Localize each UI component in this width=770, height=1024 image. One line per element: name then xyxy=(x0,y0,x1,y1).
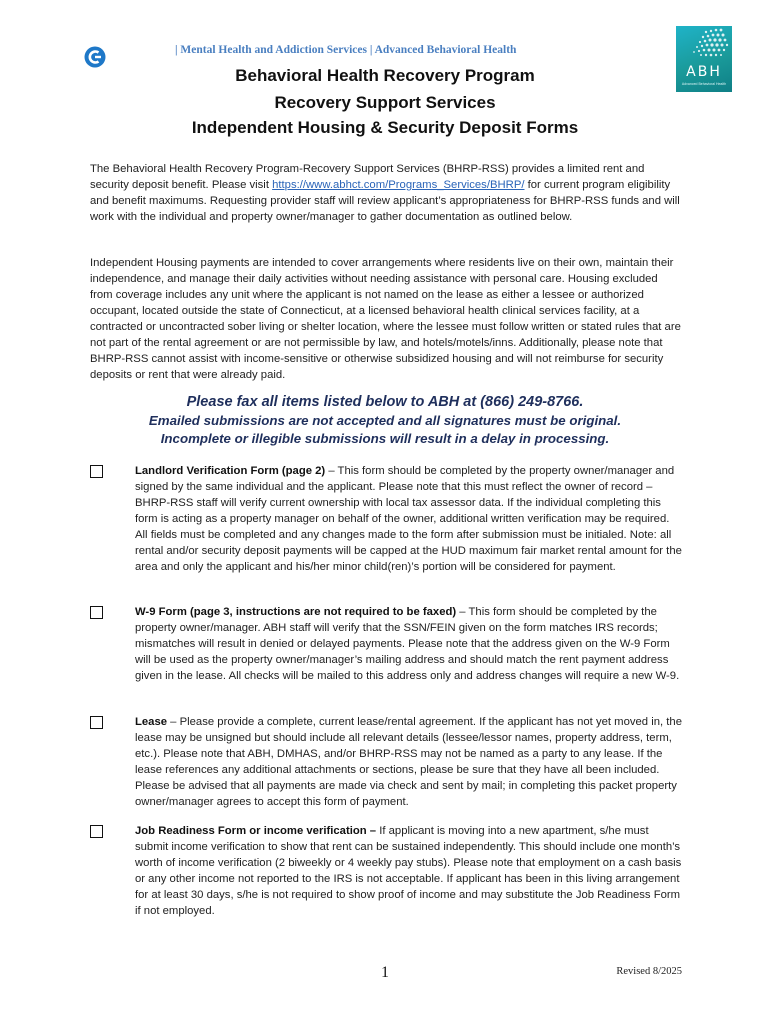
checkbox[interactable] xyxy=(90,606,103,619)
checklist-item-description: – This form should be completed by the property owner/manager and signed by the same individual and the applicant. Please note that this must reflect the owner of record – BHRP-RSS staff will verify current ownership with local tax assessor data. If the individual completing this form is acting as a property manager on behalf of the owner, additional written verification may be required. All fields must be completed and any changes made to the form after submission must be initialed. Note: all rental and/or security deposit payments will be capped at the HUD maximum fair market rental amount for the area and only the applicant and his/her minor child(ren)’s portion will be considered for payment. xyxy=(135,465,682,573)
checklist-item-description: – This form should be completed by the property owner/manager. ABH staff will verify that the SSN/FEIN given on the form matches IRS records; mismatches will result in denied or delayed payments. Please note that the address given on the W-9 Form will be used as the property owner/manager’s mailing address and should match the rent payment address given in the lease. All checks will be mailed to this address only and address changes will require a new W-9. xyxy=(135,606,680,682)
page-subtitle: Recovery Support Services xyxy=(274,93,496,112)
intro-paragraph xyxy=(90,161,682,225)
revision-date: Revised 8/2025 xyxy=(616,966,682,977)
housing-paragraph: Independent Housing payments are intended to cover arrangements where residents live on their own, maintain their independence, and manage their daily activities without needing assistance with personal care. Housing excluded from coverage includes any unit where the applicant is not named on the lease as either a lessee or authorized occupant, located outside the state of Connecticut, at a licensed behavioral health clinical services facility, at a contracted or uncontracted sober living or shelter location, where the lessee must follow written or stated rules that are not part of the rental agreement or are not permissible by law, and hotels/motels/inns. Additionally, please note that BHRP-RSS cannot assist with income-sensitive or otherwise subsidized housing and will not reimburse for security deposits or rent that were already paid. xyxy=(90,257,681,381)
form-title: Independent Housing & Security Deposit Forms xyxy=(191,118,579,137)
page-number: 1 xyxy=(381,964,389,981)
header-tagline: | Mental Health and Addiction Services | Advanced Behavioral Health xyxy=(175,44,517,56)
intro-text-before-link: The Behavioral Health Recovery Program-Recovery Support Services (BHRP-RSS) provides a limited rent and security deposit benefit. Please visit xyxy=(90,163,645,191)
page-title: Behavioral Health Recovery Program xyxy=(235,66,535,85)
checklist-item-text xyxy=(135,823,683,919)
checklist-item-description: If applicant is moving into a new apartment, s/he must submit income verification to show that rent can be sustained independently. This should include one month’s worth of income verification (2 biweekly or 4 weekly pay stubs). Please note that employment on a cash basis or any other income not reported to the IRS is not acceptable. If applicant has been in this living arrangement for at least 30 days, s/he is not required to show proof of income and may substitute the Job Readiness Form if not employed. xyxy=(135,825,682,917)
processing-notice: Incomplete or illegible submissions will result in a delay in processing. xyxy=(160,431,610,446)
checkbox[interactable] xyxy=(90,716,103,729)
checklist-item-title: Landlord Verification Form (page 2) xyxy=(135,465,326,477)
checklist-item-text xyxy=(135,714,683,810)
program-link[interactable]: https://www.abhct.com/Programs_Services/BHRP/ xyxy=(272,179,525,191)
checkbox[interactable] xyxy=(90,825,103,838)
checklist-item-description: – Please provide a complete, current lease/rental agreement. If the applicant has not yet moved in, the lease may be unsigned but should include all relevant details (lessee/lessor names, property address, term, etc.). Please note that ABH, DMHAS, and/or BHRP-RSS may not be named as a party to any lease. If the lease references any additional attachments or sections, please be sure that they have all been included. Please be advised that all payments are made via check and sent by mail; in completing this packet property owner/manager agrees to accept this form of payment. xyxy=(135,716,682,808)
intro-text-after-link: for current program eligibility and benefit maximums. Requesting provider staff will review applicant’s appropriateness for BHRP-RSS funds and will work with the individual and property owner/manager to gather documentation as outlined below. xyxy=(90,179,680,223)
checkbox[interactable] xyxy=(90,465,103,478)
ct-logo-icon xyxy=(84,46,106,68)
fax-notice: Please fax all items listed below to ABH at (866) 249-8766. xyxy=(186,394,584,410)
checklist-item-title: Job Readiness Form or income verification – xyxy=(135,825,377,837)
checklist-item-title: W-9 Form (page 3, instructions are not required to be faxed) xyxy=(135,606,457,618)
logo-text: ABH xyxy=(686,64,722,80)
checklist-item-text xyxy=(135,604,683,684)
email-notice: Emailed submissions are not accepted and all signatures must be original. xyxy=(148,413,622,428)
checklist-item-text xyxy=(135,463,683,575)
checklist-item-title: Lease xyxy=(135,716,168,728)
logo-subtext: Advanced Behavioral Health xyxy=(681,82,727,86)
logo-dot-grid-icon xyxy=(676,26,732,66)
